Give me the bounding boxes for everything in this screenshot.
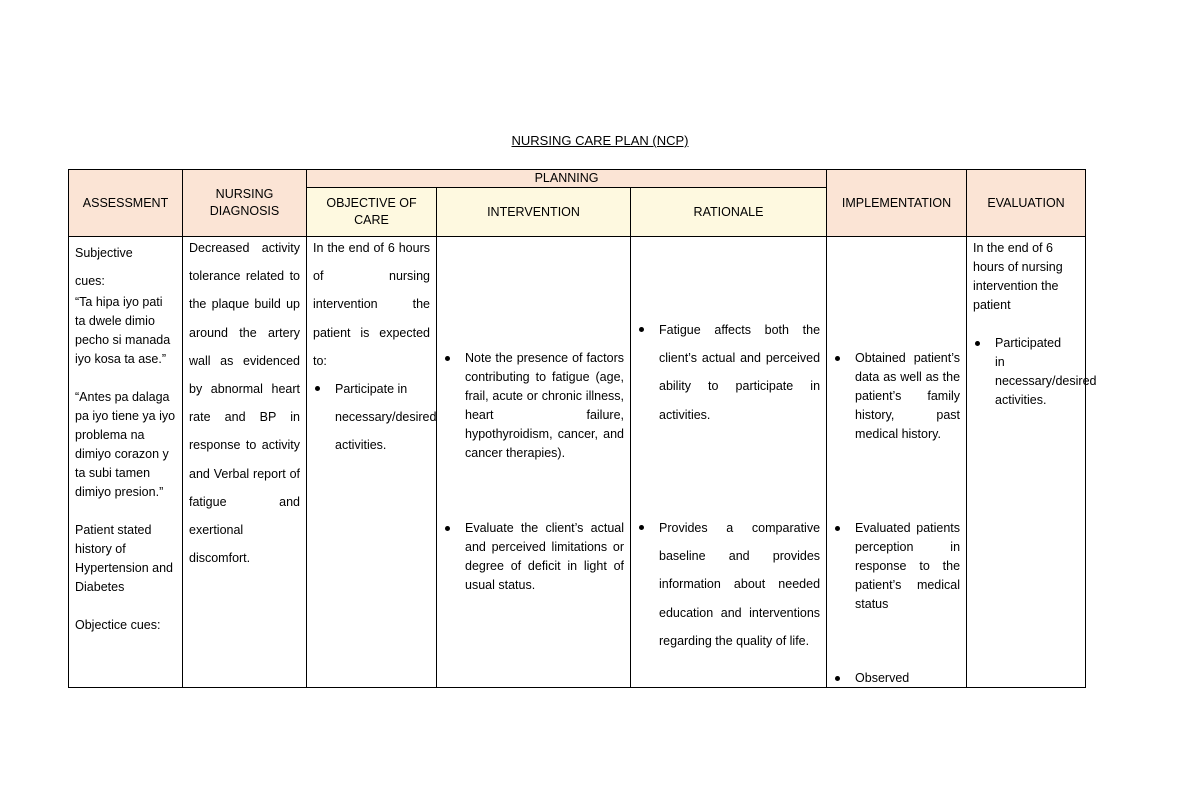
subjective-quote-2: “Antes pa dalaga pa iyo tiene ya iyo problema na dimiyo corazon y ta subi tamen dimiyo presion.” — [75, 390, 176, 500]
diagnosis-text: Decreased activity tolerance related to the plaque build up around the artery wall as evidenced by abnormal heart rate and BP in response to activity and Verbal report of fatigue and exertional discomfort. — [189, 241, 300, 566]
subjective-quote-1: “Ta hipa iyo pati ta dwele dimio pecho si manada iyo kosa ta ase.” — [75, 295, 171, 367]
assessment-cell — [69, 237, 183, 688]
rationale-cell — [631, 237, 827, 688]
intervention-item-2: Evaluate the client’s actual and perceived limitations or degree of deficit in light of usual status. — [443, 519, 624, 595]
intervention-cell — [437, 237, 631, 688]
evaluation-list — [973, 334, 1097, 410]
header-evaluation: EVALUATION — [967, 170, 1086, 237]
implementation-item-2: Evaluated patients perception in response to the patient’s medical status — [833, 519, 960, 614]
intervention-item-1: Note the presence of factors contributing to fatigue (age, frail, acute or chronic illness, heart failure, hypothyroidism, cancer, and cancer therapies). — [443, 349, 624, 463]
objective-cell — [307, 237, 437, 688]
objective-bullet: Participate in necessary/desired activities. — [313, 375, 415, 460]
objective-intro: In the end of 6 hours of nursing intervention the patient is expected to: — [313, 241, 430, 368]
implementation-item-3: Observed — [833, 669, 960, 688]
header-planning: PLANNING — [307, 170, 827, 188]
header-nursing-diagnosis: NURSING DIAGNOSIS — [183, 170, 307, 237]
care-plan-table — [68, 169, 1097, 688]
subjective-cues-label: Subjective cues: — [75, 246, 133, 289]
rationale-item-1: Fatigue affects both the client’s actual and perceived ability to participate in activities. — [637, 316, 820, 429]
diagnosis-cell — [183, 237, 307, 688]
evaluation-bullet: Participated in necessary/desired activities. — [973, 334, 1073, 410]
objective-cues-label: Objectice cues: — [75, 618, 161, 633]
header-intervention: INTERVENTION — [437, 188, 631, 237]
document-title: NURSING CARE PLAN (NCP) — [511, 133, 689, 148]
patient-history: Patient stated history of Hypertension and Diabetes — [75, 523, 173, 595]
header-objective-of-care: OBJECTIVE OF CARE — [307, 188, 437, 237]
implementation-cell — [827, 237, 967, 688]
implementation-item-1: Obtained patient’s data as well as the patient’s family history, past medical history. — [833, 349, 960, 444]
objective-list — [313, 375, 437, 460]
header-implementation: IMPLEMENTATION — [827, 170, 967, 237]
evaluation-intro: In the end of 6 hours of nursing intervention the patient — [973, 241, 1063, 312]
rationale-item-2: Provides a comparative baseline and provides information about needed education and interventions regarding the quality of life. — [637, 514, 820, 655]
evaluation-cell — [967, 237, 1097, 688]
header-rationale: RATIONALE — [631, 188, 827, 237]
header-assessment: ASSESSMENT — [69, 170, 183, 237]
